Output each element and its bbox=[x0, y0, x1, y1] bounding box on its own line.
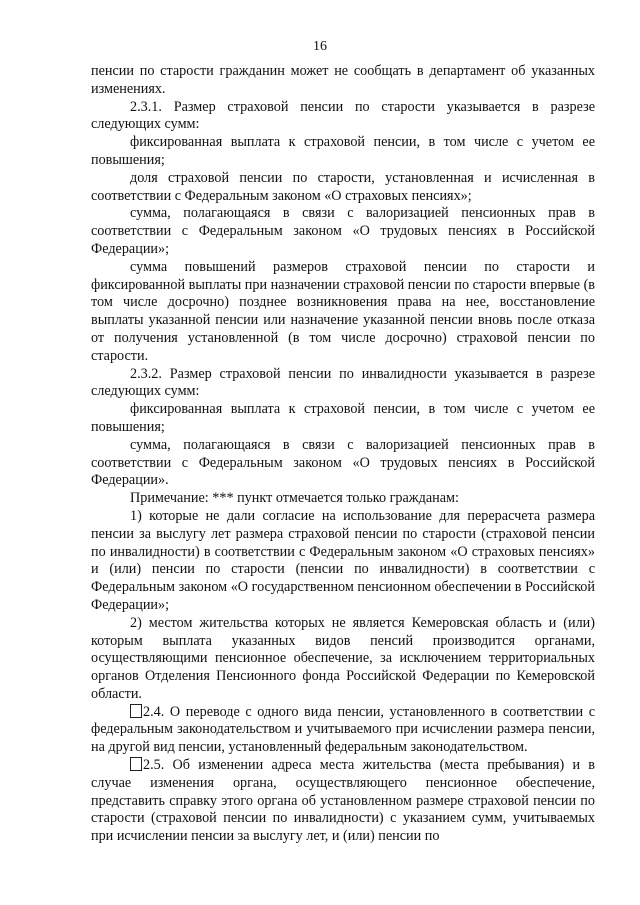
paragraph-text: пенсии по старости гражданин может не сообщать в департамент об указанных изменениях. bbox=[91, 63, 595, 97]
paragraph-text: 2.3.2. Размер страховой пенсии по инвалидности указывается в разрезе следующих сумм: bbox=[91, 365, 595, 400]
paragraph-text: сумма повышений размеров страховой пенсии по старости и фиксированной выплаты при назначении страховой пенсии по старости впервые (в том числе досрочно) позднее возникновения права на нее, восстановление выплаты указанной пенсии или назначение указанной пенсии вновь после отказа от получения установленной (в том числе досрочно) страховой пенсии по старости. bbox=[91, 258, 595, 364]
paragraph bbox=[91, 757, 595, 846]
paragraph-text: фиксированная выплата к страховой пенсии, в том числе с учетом ее повышения; bbox=[91, 134, 595, 168]
paragraph bbox=[91, 366, 595, 402]
paragraph-text: доля страховой пенсии по старости, установленная и исчисленная в соответствии с Федеральным законом «О страховых пенсиях»; bbox=[91, 169, 595, 204]
paragraph-text: Примечание: *** пункт отмечается только гражданам: bbox=[130, 490, 459, 507]
paragraph bbox=[91, 205, 595, 258]
paragraph-text: 2.4. О переводе с одного вида пенсии, установленного в соответствии с федеральным законодательством и учитываемого при исчислении размера пенсии, на другой вид пенсии, установленный федеральным законодательством. bbox=[91, 703, 595, 756]
paragraph bbox=[91, 704, 595, 757]
paragraph-text: 2) местом жительства которых не является Кемеровская область и (или) которым выплата указанных видов пенсий производится органами, осуществляющими пенсионное обеспечение, за исключением территориальных органов Отделения Пенсионного фонда Российской Федерации по Кемеровской области. bbox=[91, 614, 595, 702]
paragraph bbox=[91, 63, 595, 99]
paragraph bbox=[91, 134, 595, 170]
paragraph-text: сумма, полагающаяся в связи с валоризацией пенсионных прав в соответствии с Федеральным законом «О трудовых пенсиях в Российской Федерации». bbox=[91, 436, 595, 489]
paragraph bbox=[91, 490, 595, 508]
page-number: 16 bbox=[313, 39, 327, 54]
paragraph-text: 2.5. Об изменении адреса места жительства (места пребывания) и в случае изменения органа, осуществляющего пенсионное обеспечение, представить справку этого органа об установленном размере страховой пенсии по старости (страховой пенсии по инвалидности) с указанием сумм, учитываемых при исчислении пенсии за выслугу лет, и (или) пенсии по bbox=[91, 757, 595, 845]
paragraph bbox=[91, 170, 595, 206]
paragraph bbox=[91, 401, 595, 437]
paragraph bbox=[91, 437, 595, 490]
paragraph-text: фиксированная выплата к страховой пенсии, в том числе с учетом ее повышения; bbox=[91, 401, 595, 435]
checkbox[interactable] bbox=[130, 757, 142, 771]
paragraph-text: 2.3.1. Размер страховой пенсии по старости указывается в разрезе следующих сумм: bbox=[91, 98, 595, 133]
paragraph-text: 1) которые не дали согласие на использование для перерасчета размера пенсии за выслугу лет размера страховой пенсии по старости (страховой пенсии по инвалидности) в соответствии с Федеральным законом «О страховых пенсиях» и (или) пенсии по старости (пенсии по инвалидности) в соответствии с Федеральным законом «О государственном пенсионном обеспечении в Российской Федерации»; bbox=[91, 507, 595, 613]
paragraph bbox=[91, 259, 595, 366]
paragraph bbox=[91, 615, 595, 704]
paragraph-text: сумма, полагающаяся в связи с валоризацией пенсионных прав в соответствии с Федеральным законом «О трудовых пенсиях в Российской Федерации»; bbox=[91, 205, 595, 257]
document-body bbox=[91, 63, 595, 846]
paragraph bbox=[91, 508, 595, 615]
checkbox[interactable] bbox=[130, 704, 142, 718]
paragraph bbox=[91, 99, 595, 135]
